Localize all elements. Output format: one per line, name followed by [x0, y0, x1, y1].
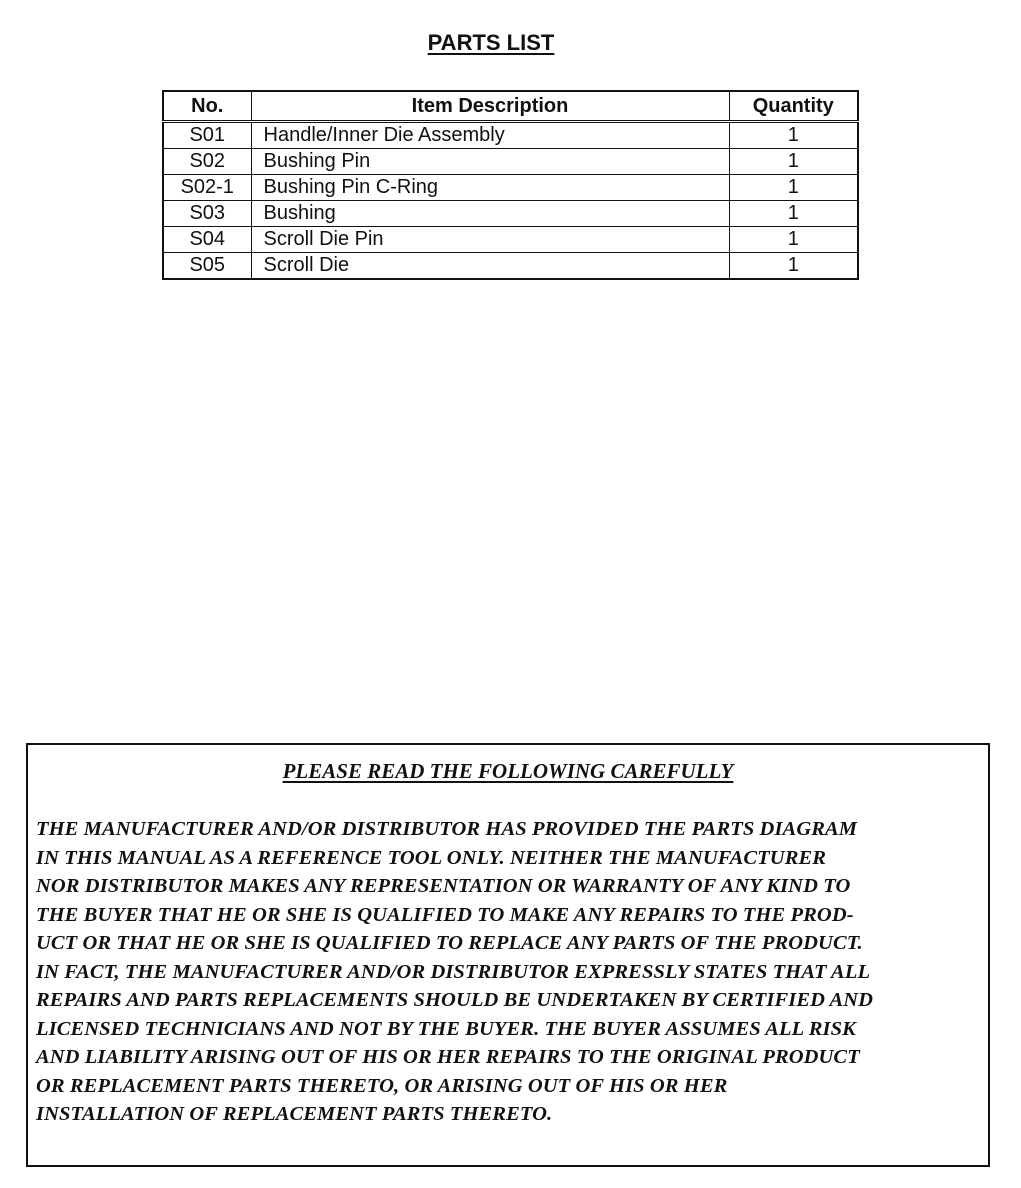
part-number: S01 — [163, 122, 251, 149]
disclaimer-line: LICENSED TECHNICIANS AND NOT BY THE BUYER. THE BUYER ASSUMES ALL RISK — [36, 1017, 856, 1040]
disclaimer-line: NOR DISTRIBUTOR MAKES ANY REPRESENTATION OR WARRANTY OF ANY KIND TO — [36, 875, 851, 897]
part-quantity: 1 — [729, 149, 858, 175]
disclaimer-line: AND LIABILITY ARISING OUT OF HIS OR HER REPAIRS TO THE ORIGINAL PRODUCT — [36, 1046, 860, 1068]
disclaimer-line: OR REPLACEMENT PARTS THERETO, OR ARISING OUT OF HIS OR HER — [36, 1074, 728, 1097]
table-row — [163, 253, 858, 280]
disclaimer-body — [36, 815, 986, 1129]
part-quantity: 1 — [729, 201, 858, 227]
table-row — [163, 122, 858, 149]
disclaimer-line: THE MANUFACTURER AND/OR DISTRIBUTOR HAS PROVIDED THE PARTS DIAGRAM — [36, 818, 858, 840]
disclaimer-line: REPAIRS AND PARTS REPLACEMENTS SHOULD BE UNDERTAKEN BY CERTIFIED AND — [36, 989, 874, 1011]
part-quantity: 1 — [729, 175, 858, 201]
disclaimer-line: IN THIS MANUAL AS A REFERENCE TOOL ONLY. NEITHER THE MANUFACTURER — [36, 846, 827, 869]
part-description: Bushing Pin C-Ring — [251, 175, 729, 201]
part-description: Handle/Inner Die Assembly — [251, 122, 729, 149]
part-number: S04 — [163, 227, 251, 253]
disclaimer-box — [26, 743, 990, 1167]
disclaimer-line: THE BUYER THAT HE OR SHE IS QUALIFIED TO MAKE ANY REPAIRS TO THE PROD- — [36, 903, 854, 926]
part-description: Bushing — [251, 201, 729, 227]
part-quantity: 1 — [729, 227, 858, 253]
column-header-quantity: Quantity — [729, 91, 858, 122]
disclaimer-line: IN FACT, THE MANUFACTURER AND/OR DISTRIBUTOR EXPRESSLY STATES THAT ALL — [36, 960, 871, 983]
part-number: S03 — [163, 201, 251, 227]
part-quantity: 1 — [729, 253, 858, 280]
table-row — [163, 227, 858, 253]
disclaimer-line: INSTALLATION OF REPLACEMENT PARTS THERETO. — [36, 1103, 553, 1125]
disclaimer-heading: PLEASE READ THE FOLLOWING CAREFULLY — [282, 759, 734, 783]
part-quantity: 1 — [729, 122, 858, 149]
part-description: Scroll Die — [251, 253, 729, 280]
column-header-no: No. — [163, 91, 251, 122]
column-header-description: Item Description — [251, 91, 729, 122]
part-number: S02-1 — [163, 175, 251, 201]
table-row — [163, 149, 858, 175]
part-number: S05 — [163, 253, 251, 280]
parts-list-title: PARTS LIST — [427, 30, 555, 55]
part-description: Bushing Pin — [251, 149, 729, 175]
part-number: S02 — [163, 149, 251, 175]
part-description: Scroll Die Pin — [251, 227, 729, 253]
parts-table — [162, 90, 859, 280]
table-row — [163, 201, 858, 227]
table-row — [163, 175, 858, 201]
table-header-row — [163, 91, 858, 122]
disclaimer-line: UCT OR THAT HE OR SHE IS QUALIFIED TO REPLACE ANY PARTS OF THE PRODUCT. — [36, 932, 863, 954]
